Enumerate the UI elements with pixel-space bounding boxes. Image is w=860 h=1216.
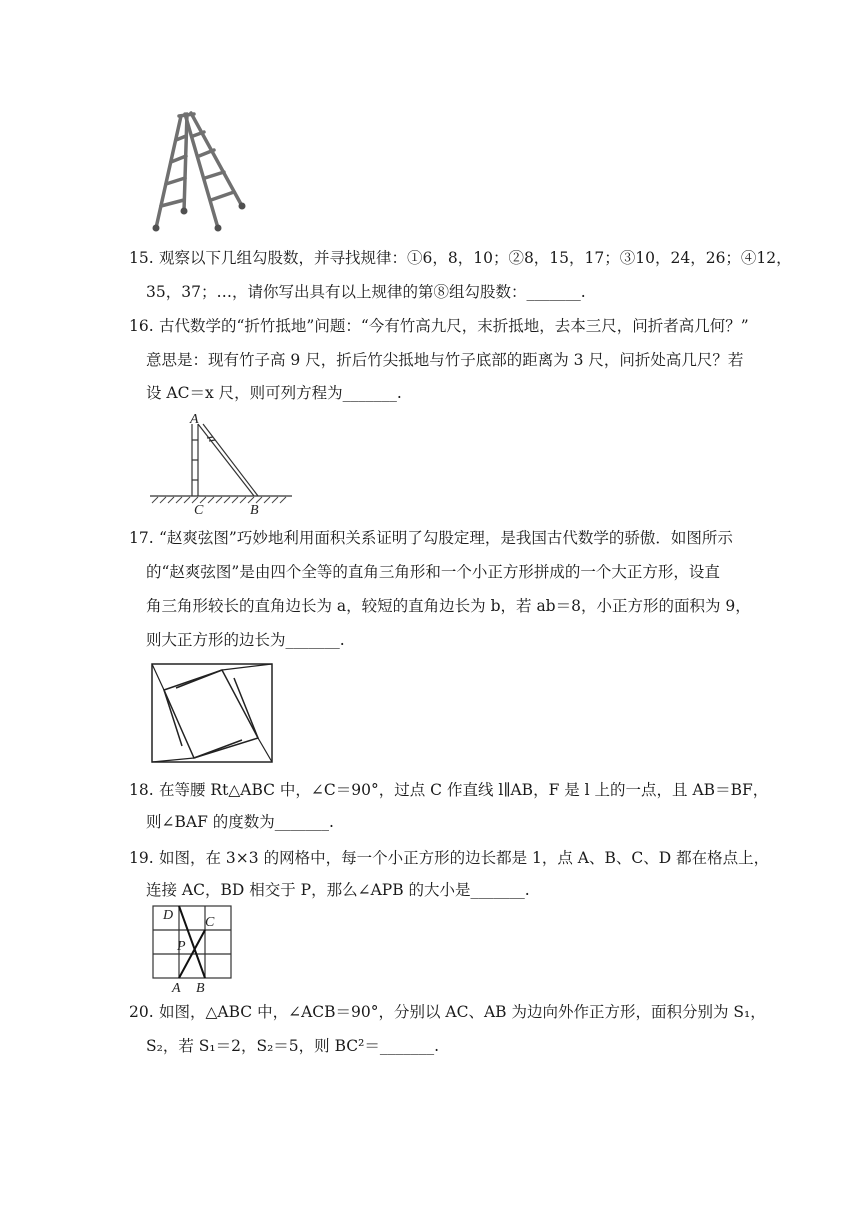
question-text: 角三角形较长的直角边长为 a，较短的直角边长为 b，若 ab＝8，小正方形的面积为 9， xyxy=(146,597,751,615)
point-label-p: P xyxy=(177,939,186,954)
question-text: 的“赵爽弦图”是由四个全等的直角三角形和一个小正方形拼成的一个大正方形，设直 xyxy=(146,563,720,581)
question-text: 在等腰 Rt△ABC 中，∠C＝90°，过点 C 作直线 l∥AB，F 是 l 上的一点，且 AB＝BF， xyxy=(159,781,769,799)
question-text: 则大正方形的边长为_______. xyxy=(146,631,345,649)
ladder-figure xyxy=(146,104,250,234)
question-text: S₂，若 S₁＝2，S₂＝5，则 BC²＝_______. xyxy=(146,1037,440,1055)
point-label-a: A xyxy=(190,412,199,427)
question-text: 意思是：现有竹子高 9 尺，折后竹尖抵地与竹子底部的距离为 3 尺，问折处高几尺？若 xyxy=(146,351,744,369)
question-text: 35，37；…，请你写出具有以上规律的第⑧组勾股数：_______. xyxy=(146,283,586,301)
point-label-a: A xyxy=(172,981,181,994)
point-label-c: C xyxy=(194,503,204,518)
question-text: 设 AC＝x 尺，则可列方程为_______. xyxy=(146,384,402,402)
question-number: 16. xyxy=(129,317,154,335)
question-text: 如图，△ABC 中，∠ACB＝90°，分别以 AC、AB 为边向外作正方形，面积分别为 S₁， xyxy=(159,1003,766,1021)
point-label-d: D xyxy=(163,908,174,923)
bamboo-figure xyxy=(150,410,292,518)
question-text: 如图，在 3×3 的网格中，每一个小正方形的边长都是 1，点 A、B、C、D 都在格点上， xyxy=(159,849,770,867)
question-text: “赵爽弦图”巧妙地利用面积关系证明了勾股定理，是我国古代数学的骄傲．如图所示 xyxy=(159,529,733,547)
question-number: 19. xyxy=(129,849,154,867)
question-text: 古代数学的“折竹抵地”问题：“今有竹高九尺，末折抵地，去本三尺，问折者高几何？” xyxy=(159,317,749,335)
question-number: 15. xyxy=(129,249,154,267)
point-label-c: C xyxy=(205,915,215,930)
question-number: 20. xyxy=(129,1003,154,1021)
grid-figure xyxy=(150,904,236,994)
zhao-shuang-figure xyxy=(150,662,276,766)
point-label-b: B xyxy=(250,503,259,518)
question-number: 17. xyxy=(129,529,154,547)
question-text: 则∠BAF 的度数为_______. xyxy=(146,813,334,831)
question-text: 观察以下几组勾股数，并寻找规律：①6，8，10；②8，15，17；③10，24，26；④12， xyxy=(159,249,792,267)
point-label-b: B xyxy=(196,981,205,994)
question-text: 连接 AC，BD 相交于 P，那么∠APB 的大小是_______. xyxy=(146,881,530,899)
question-number: 18. xyxy=(129,781,154,799)
